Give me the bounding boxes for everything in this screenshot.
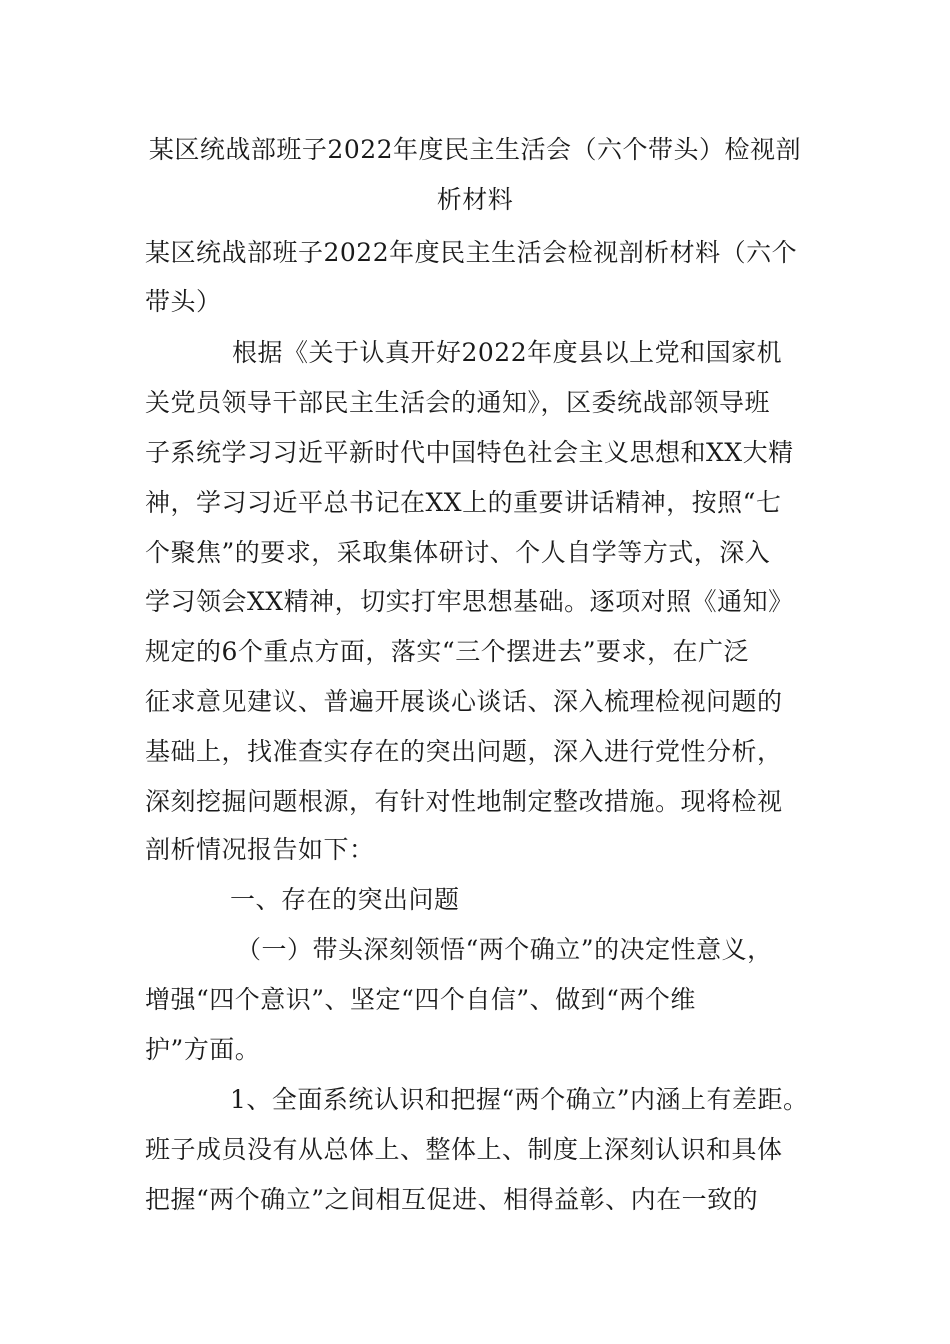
item-1-line: 1、全面系统认识和把握“两个确立”内涵上有差距。 bbox=[230, 1085, 809, 1114]
intro-paragraph-line: 深刻挖掘问题根源，有针对性地制定整改措施。现将检视 bbox=[145, 787, 783, 816]
intro-paragraph-line: 征求意见建议、普遍开展谈心谈话、深入梳理检视问题的 bbox=[145, 687, 783, 716]
intro-paragraph-line: 基础上，找准查实存在的突出问题，深入进行党性分析， bbox=[145, 737, 783, 766]
document-title-line-2: 析材料 bbox=[436, 185, 514, 214]
subsection-1-line: （一）带头深刻领悟“两个确立”的决定性意义， bbox=[236, 935, 773, 964]
document-title-line-1: 某区统战部班子2022年度民主生活会（六个带头）检视剖 bbox=[148, 135, 802, 164]
intro-paragraph-line: 子系统学习习近平新时代中国特色社会主义思想和XX大精 bbox=[145, 438, 794, 467]
section-heading-1: 一、存在的突出问题 bbox=[230, 885, 460, 914]
document-subtitle-line-2: 带头） bbox=[145, 287, 222, 316]
document-subtitle-line-1: 某区统战部班子2022年度民主生活会检视剖析材料（六个 bbox=[145, 238, 798, 267]
intro-paragraph-line: 个聚焦”的要求，采取集体研讨、个人自学等方式，深入 bbox=[145, 538, 771, 567]
intro-paragraph-line: 根据《关于认真开好2022年度县以上党和国家机 bbox=[232, 338, 783, 367]
item-1-line: 把握“两个确立”之间相互促进、相得益彰、内在一致的 bbox=[145, 1185, 759, 1214]
subsection-1-line: 护”方面。 bbox=[145, 1035, 261, 1064]
intro-paragraph-line: 关党员领导干部民主生活会的通知》，区委统战部领导班 bbox=[145, 388, 771, 417]
subsection-1-line: 增强“四个意识”、坚定“四个自信”、做到“两个维 bbox=[145, 985, 696, 1014]
intro-paragraph-line: 剖析情况报告如下： bbox=[145, 835, 375, 864]
intro-paragraph-line: 规定的6个重点方面，落实“三个摆进去”要求，在广泛 bbox=[145, 637, 749, 666]
intro-paragraph-line: 学习领会XX精神，切实打牢思想基础。逐项对照《通知》 bbox=[145, 587, 794, 616]
intro-paragraph-line: 神，学习习近平总书记在XX上的重要讲话精神，按照“七 bbox=[145, 488, 782, 517]
item-1-line: 班子成员没有从总体上、整体上、制度上深刻认识和具体 bbox=[145, 1135, 783, 1164]
